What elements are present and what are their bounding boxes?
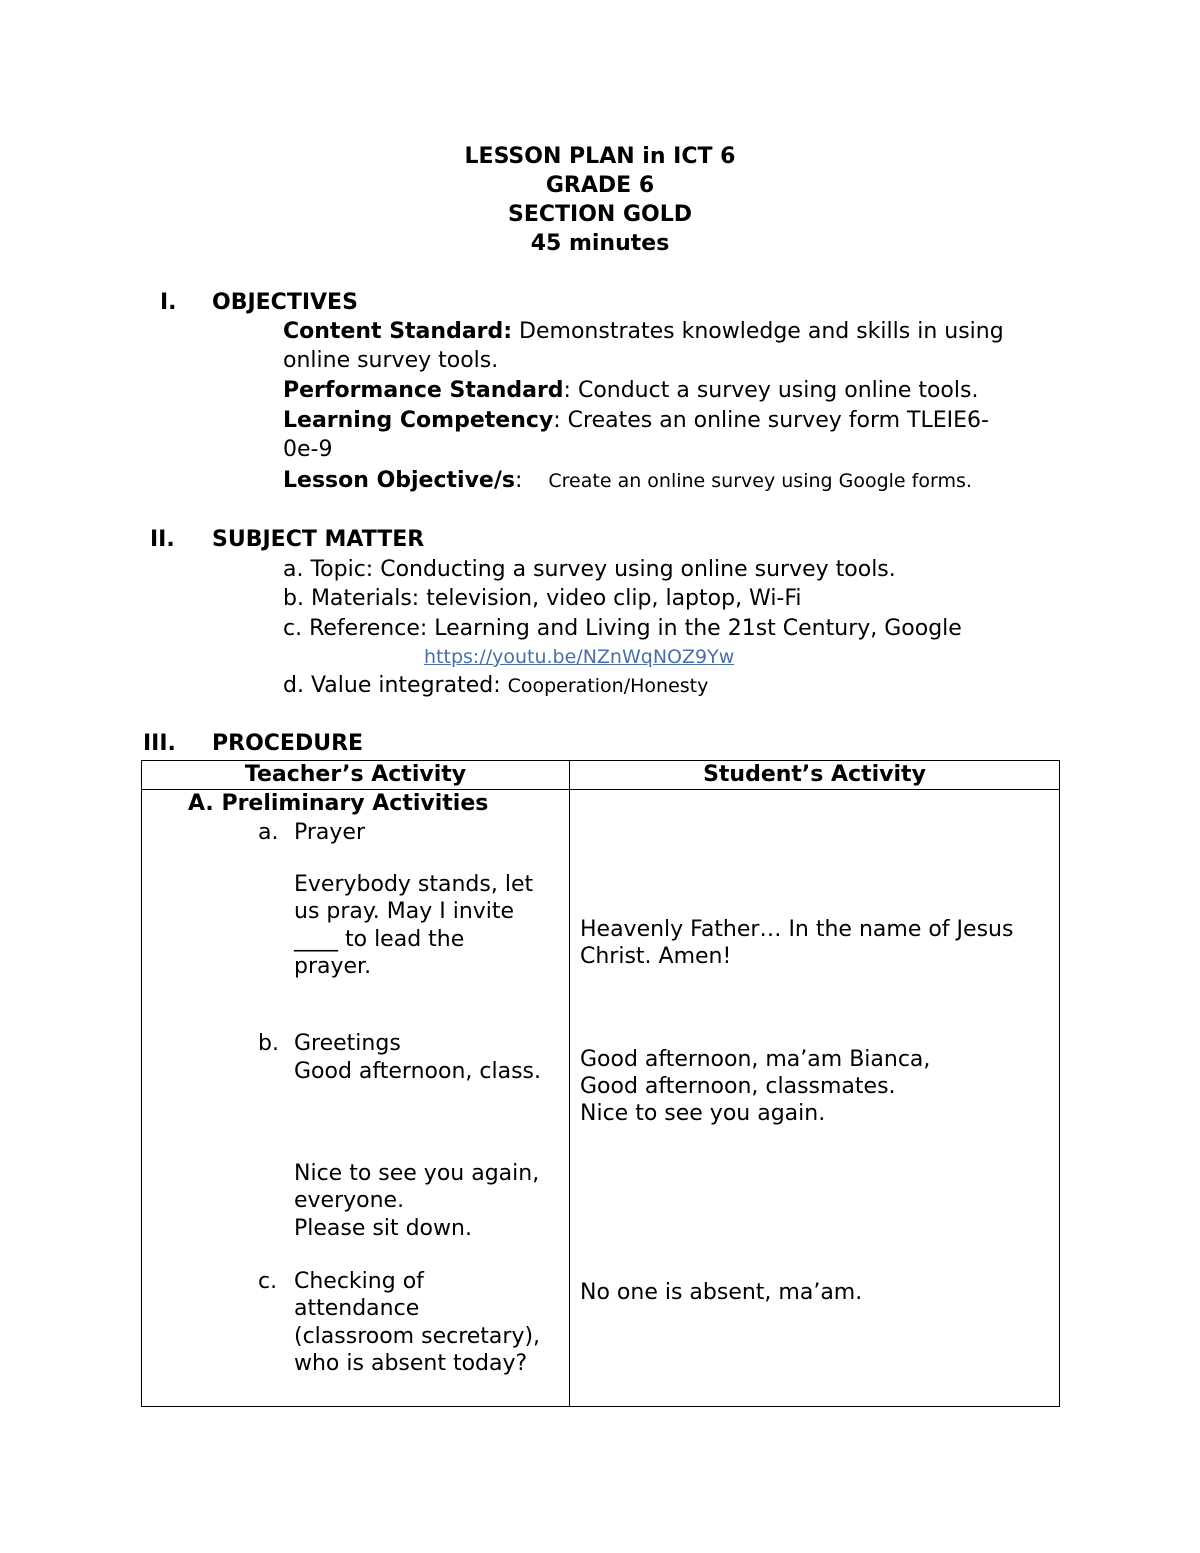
duration-heading: 45 minutes [530,231,670,256]
content-standard-label: Content Standard: [283,319,513,344]
doc-title: LESSON PLAN in ICT 6 [464,144,736,169]
greetings-title: Greetings [294,1031,401,1056]
teacher-activity-cell [142,790,570,1407]
reference-line: c. Reference: Learning and Living in the 21st Century, Google [283,616,962,641]
section-heading: SECTION GOLD [507,202,693,227]
objectives-heading: OBJECTIVES [212,290,358,315]
learning-competency-cont: 0e-9 [283,437,333,462]
student-greeting-line-1: Good afternoon, ma’am Bianca, [580,1047,931,1072]
attendance-line-1: Checking of [294,1269,424,1294]
content-standard [283,317,1004,347]
greetings-more-3: Please sit down. [294,1216,472,1241]
lesson-objective-label: Lesson Objective/s [283,468,515,493]
student-activity-header: Student’s Activity [570,761,1060,790]
topic-line: a. Topic: Conducting a survey using online survey tools. [283,557,896,582]
prayer-marker: a. [258,820,279,845]
objectives-number: I. [160,290,177,315]
prayer-title: Prayer [294,820,366,845]
greetings-more-1: Nice to see you again, [294,1161,540,1186]
value-integrated [283,671,708,701]
reference-link[interactable]: https://youtu.be/NZnWqNOZ9Yw [424,646,735,668]
prayer-line-2: us pray. May I invite [294,899,515,924]
prayer-line-3: ____ to lead the [294,927,465,952]
attendance-marker: c. [258,1269,278,1294]
procedure-number: III. [143,731,176,756]
student-greeting-line-2: Good afternoon, classmates. [580,1074,896,1099]
prayer-line-4: prayer. [294,954,372,979]
materials-line: b. Materials: television, video clip, laptop, Wi-Fi [283,586,802,611]
student-prayer-line-1: Heavenly Father… In the name of Jesus [580,917,1014,942]
performance-standard-text: : Conduct a survey using online tools. [563,378,979,403]
lesson-objective [283,466,972,496]
prayer-line-1: Everybody stands, let [294,872,534,897]
procedure-heading: PROCEDURE [212,731,364,756]
student-prayer-line-2: Christ. Amen! [580,944,732,969]
value-integrated-text: Cooperation/Honesty [507,675,709,697]
content-standard-cont: online survey tools. [283,348,499,373]
lesson-objective-text: Create an online survey using Google forms. [548,470,972,492]
greetings-marker: b. [258,1031,279,1056]
grade-heading: GRADE 6 [545,173,655,198]
greetings-more-2: everyone. [294,1188,405,1213]
procedure-table [141,760,1060,1407]
student-attendance-line: No one is absent, ma’am. [580,1280,863,1305]
procedure-table-row [142,790,1060,1407]
procedure-table-header [142,761,1060,790]
performance-standard-label: Performance Standard [283,378,564,403]
subject-matter-heading: SUBJECT MATTER [212,527,425,552]
attendance-line-2: attendance [294,1296,420,1321]
content-standard-text: Demonstrates knowledge and skills in using [512,319,1004,344]
learning-competency-label: Learning Competency [283,408,554,433]
learning-competency-text: : Creates an online survey form TLEIE6- [553,408,989,433]
learning-competency [283,406,989,436]
student-activity-cell [570,790,1060,1407]
value-integrated-label: d. Value integrated: [283,673,508,698]
preliminary-activities-heading: A. Preliminary Activities [188,791,489,816]
attendance-line-4: who is absent today? [294,1351,528,1376]
subject-matter-number: II. [150,527,175,552]
performance-standard [283,376,978,406]
greetings-line: Good afternoon, class. [294,1059,541,1084]
teacher-activity-header: Teacher’s Activity [142,761,570,790]
student-greeting-line-3: Nice to see you again. [580,1101,826,1126]
attendance-line-3: (classroom secretary), [294,1324,541,1349]
lesson-objective-colon: : [514,468,523,493]
